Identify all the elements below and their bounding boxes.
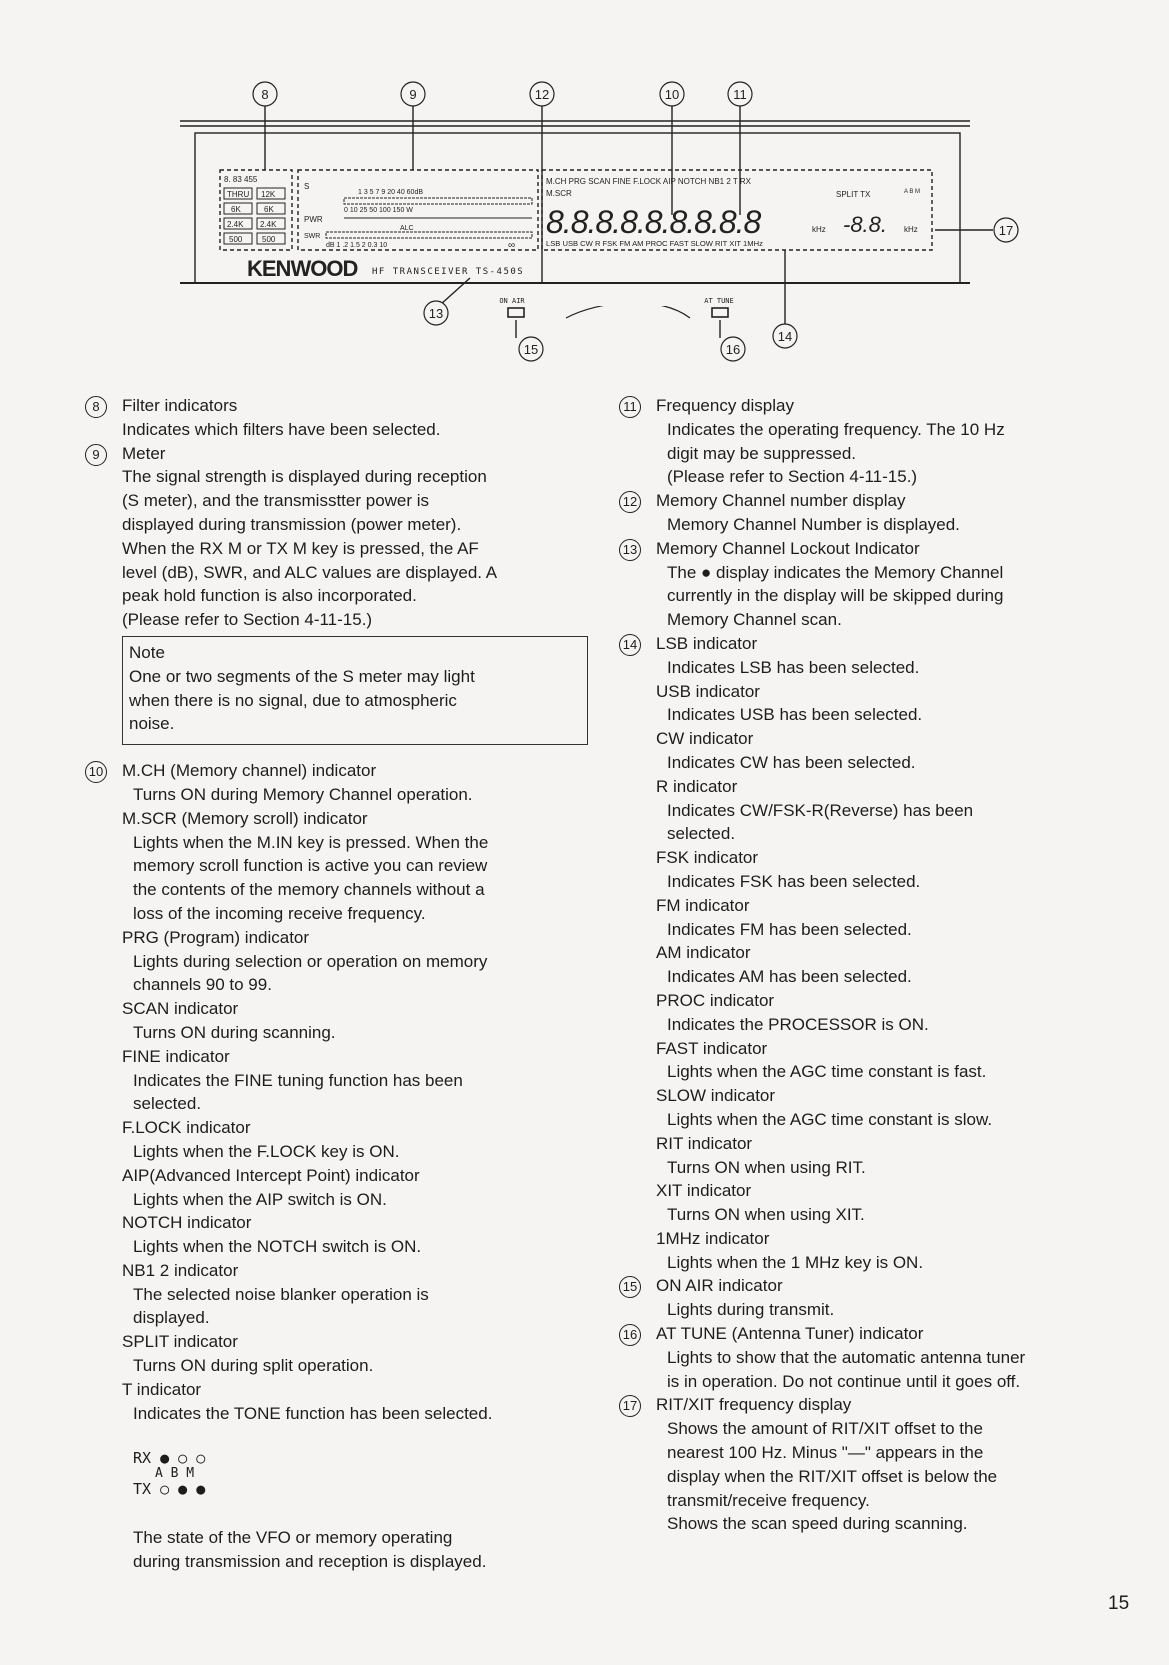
sub-indicator-desc: Indicates FSK has been selected. [667,871,921,891]
sub-indicator-desc: Lights when the AIP switch is ON. [133,1189,387,1209]
item-title: Filter indicators [122,396,238,415]
sub-indicator [88,807,588,926]
model-label: HF TRANSCEIVER TS-450S [372,267,525,277]
svg-text:S: S [304,182,310,191]
sub-indicator-title: R indicator [656,776,738,796]
sub-indicator-desc: Lights when the NOTCH switch is ON. [133,1237,422,1257]
sub-indicator-title: PROC indicator [656,990,775,1010]
sub-indicator-desc: Indicates USB has been selected. [667,705,923,725]
sub-indicator-desc: selected. [667,824,736,844]
sub-indicator-title: FAST indicator [656,1038,768,1058]
sub-indicator [622,1132,1122,1180]
svg-text:M.SCR: M.SCR [546,189,572,198]
item-desc: Indicates which filters have been selected. [122,419,441,439]
sub-indicator-title: FM indicator [656,895,750,915]
svg-text:17: 17 [998,223,1014,238]
display-top-indicators: M.CH PRG SCAN FINE F.LOCK AIP NOTCH NB1 2 T RX [546,177,751,186]
svg-text:6K: 6K [264,205,274,214]
sub-indicator [88,1211,588,1259]
sub-indicator-title: SCAN indicator [122,999,239,1019]
tx-row: TX ○ ● ● [133,1480,206,1499]
number-badge: 16 [619,1324,641,1346]
sub-indicator [622,680,1122,728]
sub-indicator [622,1227,1122,1275]
item-title: Memory Channel Lockout Indicator [656,538,920,558]
sub-indicator [622,1179,1122,1227]
sub-indicator-desc: Turns ON during split operation. [133,1356,374,1376]
sub-indicator-desc: Lights during selection or operation on memory [133,951,488,971]
display-bottom-indicators: LSB USB CW R FSK FM AM PROC FAST SLOW RIT XIT 1MHz [546,239,763,248]
rit-digits: -8.8. [843,212,888,237]
number-badge: 10 [85,761,107,783]
item-8 [88,394,588,442]
sub-indicator-title: SPLIT indicator [122,1332,238,1352]
svg-text:ALC: ALC [400,225,414,232]
svg-text:500: 500 [229,235,243,244]
sub-indicator-title: NB1 2 indicator [122,1260,239,1280]
item-12: 12 Memory Channel number display Memory Channel Number is displayed. [622,489,1122,537]
item-17: 17 RIT/XIT frequency display Shows the amount of RIT/XIT offset to the nearest 100 Hz. Minus "—" appears in the display when the RIT/XIT offset is below the transmit/receive frequency. Shows the scan speed during scanning. [622,1393,1122,1536]
sub-indicator-desc: Indicates the FINE tuning function has been [133,1070,463,1090]
sub-indicator-desc: Indicates FM has been selected. [667,919,912,939]
sub-indicator [622,846,1122,894]
frequency-digits: 8.8.8.8.8.8.8.8.8 [546,204,761,240]
rxtx-indicator-symbol: RX ● ○ ○ A B M TX ○ ● ● [133,1449,588,1498]
svg-text:10: 10 [664,87,680,102]
right-column [622,394,1122,1536]
svg-text:13: 13 [428,306,444,321]
svg-text:9: 9 [409,87,417,102]
number-badge: 12 [619,491,641,513]
filter-top-label: 8. 83 455 [224,175,258,184]
sub-indicator-title: AIP(Advanced Intercept Point) indicator [122,1165,420,1185]
svg-text:THRU: THRU [227,190,250,199]
number-badge: 17 [619,1395,641,1417]
svg-text:15: 15 [523,342,539,357]
svg-text:∞: ∞ [508,240,516,251]
number-badge: 11 [619,396,641,418]
svg-text:12: 12 [534,87,550,102]
sub-indicator-desc: selected. [133,1094,202,1114]
sub-indicator-desc: Lights when the F.LOCK key is ON. [133,1141,400,1161]
sub-indicator-desc: displayed. [133,1308,210,1328]
svg-text:11: 11 [733,87,747,102]
item-title: Frequency display [656,396,794,415]
sub-indicator-desc: memory scroll function is active you can review [133,856,488,876]
sub-indicator-title: F.LOCK indicator [122,1118,251,1138]
sub-indicator-desc: channels 90 to 99. [133,975,272,995]
sub-indicator [622,894,1122,942]
sub-indicator [88,1116,588,1164]
left-column [88,394,588,1574]
item-title: M.CH (Memory channel) indicator [122,761,377,781]
svg-text:2.4K: 2.4K [260,220,277,229]
sub-indicator [622,941,1122,989]
page-number: 15 [1108,1593,1130,1614]
item-9: 9 Meter The signal strength is displayed during reception (S meter), and the transmisstter power is displayed during transmission (power meter). When the RX M or TX M key is pressed, the AF level (dB), SWR, and ALC values are displayed. A peak hold function is also incorporated. (Please refer to Section 4-11-15.) [88,442,588,632]
sub-indicator-title: RIT indicator [656,1133,753,1153]
sub-indicator-title: USB indicator [656,681,760,701]
sub-indicator-title: FSK indicator [656,848,759,868]
sub-indicator-desc: Turns ON when using XIT. [667,1205,865,1225]
vfo-state-text: The state of the VFO or memory operating during transmission and reception is displayed. [133,1528,487,1572]
svg-text:16: 16 [725,342,741,357]
sub-indicator-desc: Lights when the AGC time constant is slow. [667,1109,993,1129]
svg-text:A B M: A B M [904,189,921,195]
sub-indicator-desc: Turns ON during scanning. [133,1022,336,1042]
item-title: Meter [122,443,166,463]
svg-text:8: 8 [261,87,269,102]
number-badge: 14 [619,634,641,656]
svg-text:14: 14 [777,329,793,344]
sub-indicator [88,1259,588,1330]
sub-indicator [88,1330,588,1378]
item-15: 15 ON AIR indicator Lights during transmit. [622,1274,1122,1322]
sub-indicator-desc: the contents of the memory channels without a [133,880,485,900]
sub-indicator-desc: Indicates the PROCESSOR is ON. [667,1014,929,1034]
sub-indicator-desc: Turns ON when using RIT. [667,1157,866,1177]
sub-indicator [88,997,588,1045]
front-panel-diagram [0,0,1169,370]
sub-indicator-desc: Indicates CW has been selected. [667,752,916,772]
sub-indicator-desc: Indicates CW/FSK-R(Reverse) has been [667,800,974,820]
at-tune-label: AT TUNE [704,297,734,305]
sub-indicator-desc: Indicates the TONE function has been selected. [133,1403,493,1423]
sub-indicator-title: T indicator [122,1379,202,1399]
sub-indicator-desc: Lights when the M.IN key is pressed. When the [133,832,489,852]
item-16: 16 AT TUNE (Antenna Tuner) indicator Lights to show that the automatic antenna tuner is in operation. Do not continue until it goes off. [622,1322,1122,1393]
item-title: AT TUNE (Antenna Tuner) indicator [656,1324,924,1344]
svg-text:PWR: PWR [304,215,323,224]
item-11: 11 Frequency display Indicates the operating frequency. The 10 Hz digit may be suppressed. (Please refer to Section 4-11-15.) [622,394,1122,489]
sub-indicator-desc: Indicates AM has been selected. [667,967,912,987]
sub-indicator [622,989,1122,1037]
sub-indicator-title: NOTCH indicator [122,1213,252,1233]
sub-indicator-title: 1MHz indicator [656,1228,770,1248]
item-title: Memory Channel number display [656,491,906,511]
item-13: 13 Memory Channel Lockout Indicator The ● display indicates the Memory Channel currently in the display will be skipped during Memory Channel scan. [622,537,1122,632]
svg-text:2.4K: 2.4K [227,220,244,229]
sub-indicator-title: FINE indicator [122,1046,230,1066]
sub-indicator-title: AM indicator [656,943,751,963]
sub-indicator [622,727,1122,775]
brand-logo: KENWOOD [247,256,358,281]
sub-indicator-desc: The selected noise blanker operation is [133,1284,429,1304]
number-badge: 15 [619,1276,641,1298]
sub-indicator [88,1378,588,1426]
svg-text:12K: 12K [261,190,276,199]
sub-indicator-title: XIT indicator [656,1181,752,1201]
number-badge: 8 [85,396,107,418]
sub-indicator-title: CW indicator [656,729,754,749]
sub-indicator [622,775,1122,846]
number-badge: 9 [85,444,107,466]
svg-text:SWR: SWR [304,233,321,240]
note-label: Note [129,642,165,662]
svg-text:kHz: kHz [904,225,918,234]
svg-text:dB 1 .2 1.5 2 0.3 1: dB 1 .2 1.5 2 0.3 10 [326,242,388,249]
sub-indicator [622,1084,1122,1132]
item-10: 10 M.CH (Memory channel) indicator Turns ON during Memory Channel operation. M.SCR (Memory scroll) indicator Lights when the M.IN key is pressed. When the memory scroll function is active you can review the contents of the memory channels without a loss of the incoming receive frequency. PRG (Program) indicator Lights during selection or operation on memory channels 90 to 99. SCAN indicator Turns ON during scanning. FINE indicator Indicates the FINE tuning function has been selected. F.LOCK indicator Lights when the F.LOCK key is ON. AIP(Advanced Intercept Point) indicator Lights when the AIP switch is ON. NOTCH indicator Lights when the NOTCH switch is ON. NB1 2 indicator The selected noise blanker operation is displayed. SPLIT indicator Turns ON during split operation. T indicator Indicates the TONE function has been selected. [88,759,588,1425]
item-title: LSB indicator [656,633,758,653]
sub-indicator [88,1045,588,1116]
sub-indicator [88,926,588,997]
on-air-label: ON AIR [499,297,525,305]
item-title: RIT/XIT frequency display [656,1395,852,1415]
sub-indicator-title: PRG (Program) indicator [122,927,310,947]
sub-indicator-desc: loss of the incoming receive frequency. [133,903,426,923]
svg-text:kHz: kHz [812,225,826,234]
svg-text:0 10 25 50 100: 0 10 25 50 100 150 W [344,207,413,214]
svg-text:1 3 5 7 9 20 40: 1 3 5 7 9 20 40 60dB [358,189,423,196]
note-box: Note One or two segments of the S meter may light when there is no signal, due to atmospheric noise. [122,636,588,745]
sub-indicator-desc: Lights when the 1 MHz key is ON. [667,1252,924,1272]
sub-indicator-title: M.SCR (Memory scroll) indicator [122,808,368,828]
rx-row: RX ● ○ ○ [133,1449,206,1468]
svg-text:SPLIT TX: SPLIT TX [836,190,871,199]
sub-indicator-desc: Lights when the AGC time constant is fast. [667,1062,987,1082]
sub-indicator [622,1037,1122,1085]
sub-indicator [88,1164,588,1212]
item-14: 14 LSB indicator Indicates LSB has been selected. USB indicator Indicates USB has been selected. CW indicator Indicates CW has been selected. R indicator Indicates CW/FSK-R(Reverse) has been selected. FSK indicator Indicates FSK has been selected. FM indicator Indicates FM has been selected. AM indicator Indicates AM has been selected. PROC indicator Indicates the PROCESSOR is ON. FAST indicator Lights when the AGC time constant is fast. SLOW indicator Lights when the AGC time constant is slow. RIT indicator Turns ON when using RIT. XIT indicator Turns ON when using XIT. 1MHz indicator Lights when the 1 MHz key is ON. [622,632,1122,1275]
svg-text:6K: 6K [231,205,241,214]
sub-indicator-title: SLOW indicator [656,1086,776,1106]
number-badge: 13 [619,539,641,561]
svg-text:500: 500 [262,235,276,244]
item-title: ON AIR indicator [656,1276,783,1296]
